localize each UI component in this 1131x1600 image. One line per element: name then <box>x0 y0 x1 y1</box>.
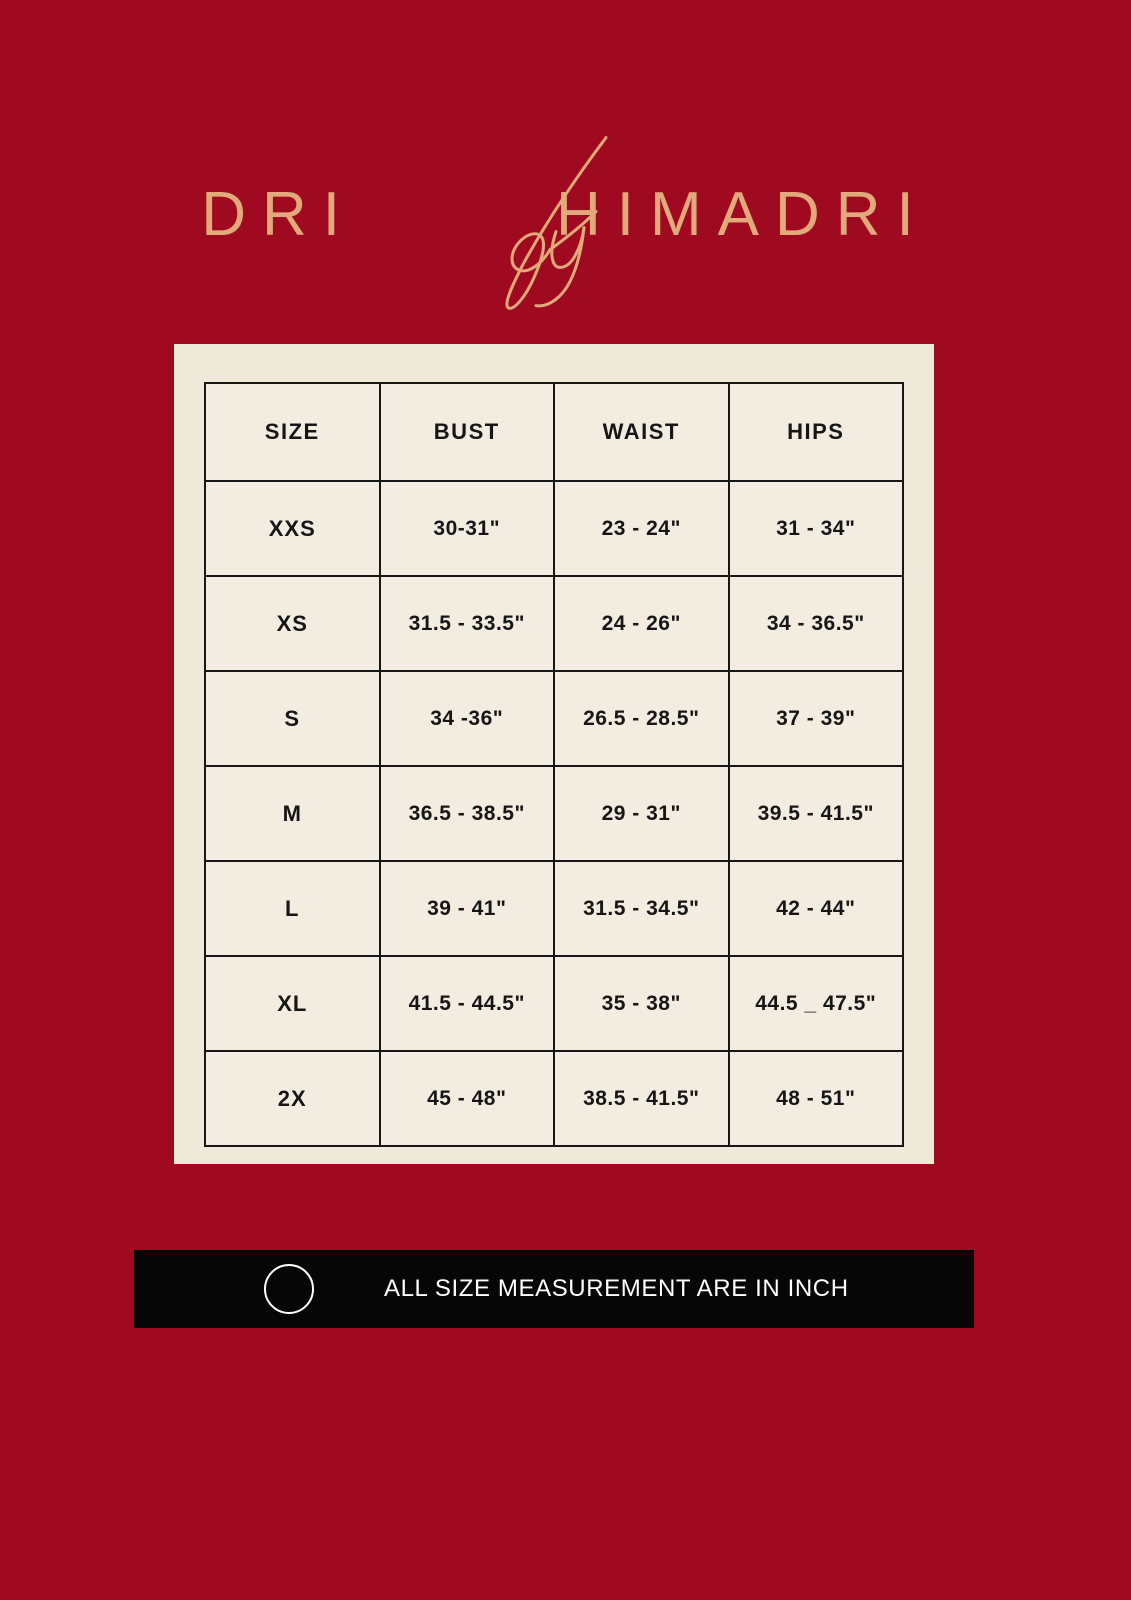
cell-bust: 39 - 41" <box>380 861 555 956</box>
table-row <box>205 481 903 576</box>
cell-bust: 31.5 - 33.5" <box>380 576 555 671</box>
cell-bust: 41.5 - 44.5" <box>380 956 555 1051</box>
table-header-row <box>205 383 903 481</box>
size-chart-table <box>204 382 904 1147</box>
size-chart-card <box>174 344 934 1164</box>
brand-logo-inner <box>201 180 930 249</box>
table-body <box>205 481 903 1146</box>
table-row <box>205 861 903 956</box>
table-row <box>205 576 903 671</box>
cell-hips: 34 - 36.5" <box>729 576 904 671</box>
cell-waist: 26.5 - 28.5" <box>554 671 729 766</box>
brand-word-left: DRI <box>201 180 356 249</box>
cell-bust: 36.5 - 38.5" <box>380 766 555 861</box>
cell-waist: 38.5 - 41.5" <box>554 1051 729 1146</box>
cell-size: M <box>205 766 380 861</box>
cell-waist: 23 - 24" <box>554 481 729 576</box>
table-row <box>205 766 903 861</box>
column-header-waist: WAIST <box>554 383 729 481</box>
footer-banner <box>134 1250 974 1328</box>
cell-hips: 37 - 39" <box>729 671 904 766</box>
cell-size: XL <box>205 956 380 1051</box>
table-header <box>205 383 903 481</box>
cell-waist: 31.5 - 34.5" <box>554 861 729 956</box>
cell-hips: 44.5 _ 47.5" <box>729 956 904 1051</box>
cell-hips: 39.5 - 41.5" <box>729 766 904 861</box>
cell-hips: 31 - 34" <box>729 481 904 576</box>
cell-size: XXS <box>205 481 380 576</box>
cell-size: XS <box>205 576 380 671</box>
cell-bust: 34 -36" <box>380 671 555 766</box>
table-row <box>205 956 903 1051</box>
cell-waist: 29 - 31" <box>554 766 729 861</box>
circle-icon <box>264 1264 314 1314</box>
cell-waist: 35 - 38" <box>554 956 729 1051</box>
brand-word-right: HIMADRI <box>556 180 930 249</box>
cell-waist: 24 - 26" <box>554 576 729 671</box>
column-header-size: SIZE <box>205 383 380 481</box>
brand-logo <box>0 120 1131 310</box>
cell-size: S <box>205 671 380 766</box>
column-header-bust: BUST <box>380 383 555 481</box>
table-row <box>205 671 903 766</box>
cell-size: 2X <box>205 1051 380 1146</box>
table-row <box>205 1051 903 1146</box>
cell-bust: 30-31" <box>380 481 555 576</box>
column-header-hips: HIPS <box>729 383 904 481</box>
cell-hips: 48 - 51" <box>729 1051 904 1146</box>
cell-bust: 45 - 48" <box>380 1051 555 1146</box>
cell-size: L <box>205 861 380 956</box>
cell-hips: 42 - 44" <box>729 861 904 956</box>
footer-note: ALL SIZE MEASUREMENT ARE IN INCH <box>384 1275 849 1302</box>
